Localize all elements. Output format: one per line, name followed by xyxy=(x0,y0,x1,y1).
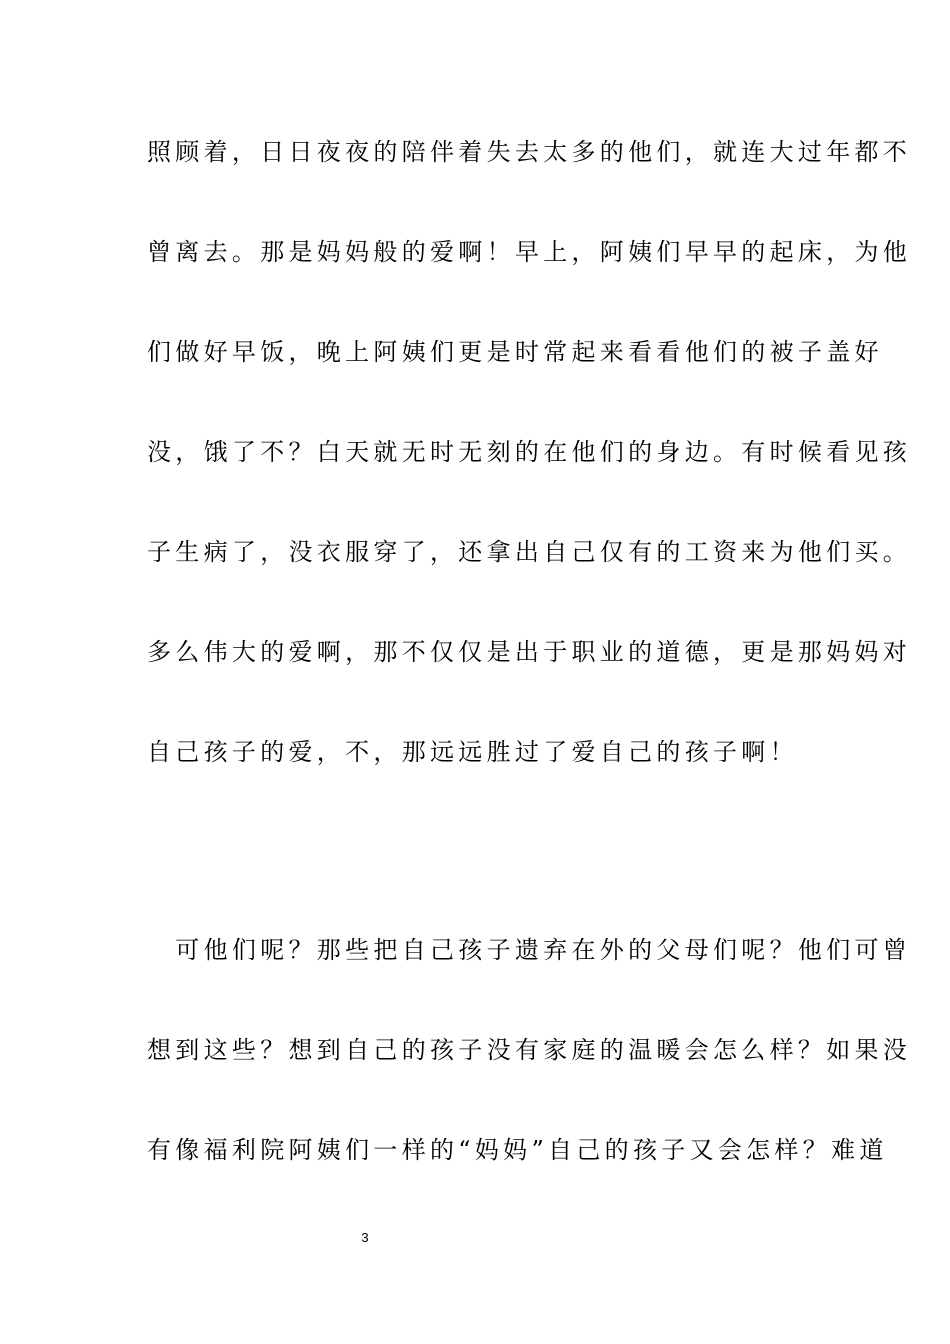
paragraph-1-line-7: 自己孩子的爱，不，那远远胜过了爱自己的孩子啊！ xyxy=(147,738,798,766)
paragraph-2-line-2: 想到这些？想到自己的孩子没有家庭的温暖会怎么样？如果没 xyxy=(147,1036,912,1064)
paragraph-1-line-4: 没，饿了不？白天就无时无刻的在他们的身边。有时候看见孩 xyxy=(147,438,912,466)
paragraph-1-line-2: 曾离去。那是妈妈般的爱啊！早上，阿姨们早早的起床，为他 xyxy=(147,238,912,266)
paragraph-2-line-1: 可他们呢？那些把自己孩子遗弃在外的父母们呢？他们可曾 xyxy=(147,936,912,964)
page-number: 3 xyxy=(361,1230,369,1245)
paragraph-1-line-6: 多么伟大的爱啊，那不仅仅是出于职业的道德，更是那妈妈对 xyxy=(147,638,912,666)
paragraph-1-line-5: 子生病了，没衣服穿了，还拿出自己仅有的工资来为他们买。 xyxy=(147,538,912,566)
paragraph-1-line-3: 们做好早饭，晚上阿姨们更是时常起来看看他们的被子盖好 xyxy=(147,338,883,366)
paragraph-2-line-3: 有像福利院阿姨们一样的“妈妈”自己的孩子又会怎样？难道 xyxy=(147,1136,888,1164)
paragraph-1-line-1: 照顾着，日日夜夜的陪伴着失去太多的他们，就连大过年都不 xyxy=(147,138,912,166)
